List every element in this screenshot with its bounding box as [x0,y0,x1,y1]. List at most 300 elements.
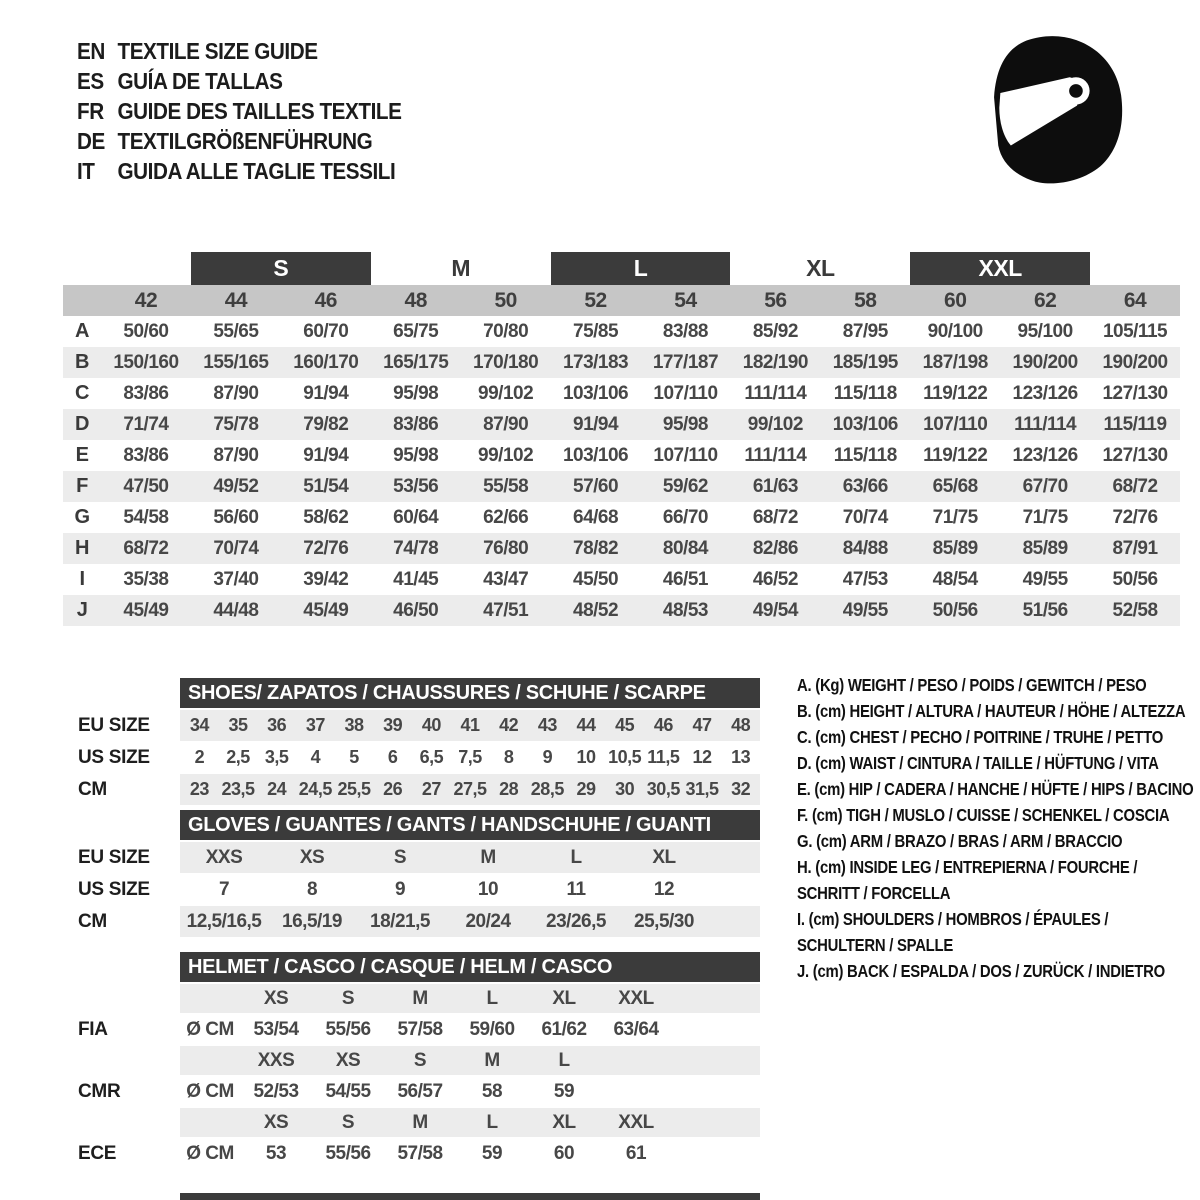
helmet-value-row [63,1015,763,1044]
legend-item [797,698,1197,724]
value-cell: 9 [394,878,406,900]
measure-value-cell: 51/54 [303,475,349,497]
helmet-size-row [63,984,763,1013]
measure-value-cell: 111/114 [744,382,807,404]
value-cell: 4 [310,747,321,767]
measure-row-label: C [75,382,89,404]
value-cell: M [480,846,496,868]
value-cell: 37 [305,715,325,735]
value-cell: 54/55 [325,1080,371,1102]
value-cell: 23 [189,779,209,799]
helmet-size-section [63,952,763,1170]
legend-item [797,724,1197,750]
value-cell: 61/62 [541,1018,587,1040]
measure-row-h [63,533,1180,564]
spacer [63,810,180,840]
size-cell: XL [552,1111,576,1133]
value-cell: 23/26,5 [546,910,606,932]
value-cell: 10,5 [608,747,642,767]
size-cell: L [486,1111,498,1133]
size-cell: M [412,987,428,1009]
value-cell: XXS [205,846,243,868]
legend-text: H. (cm) INSIDE LEG / ENTREPIERNA / FOURCHE / [797,857,1138,877]
size-cell: S [413,1049,427,1071]
measure-value-cell: 82/86 [752,537,798,559]
value-cell: 7,5 [458,747,482,767]
numeric-size-label: 56 [764,288,787,312]
measure-value-cell: 71/75 [932,506,978,528]
measure-value-cell: 55/58 [483,475,529,497]
measure-value-cell: 75/78 [213,413,259,435]
measure-value-cell: 127/130 [1102,382,1168,404]
value-cell: L [570,846,582,868]
legend-item [797,906,1197,958]
gloves-size-section [63,810,763,938]
numeric-size-label: 64 [1123,288,1147,312]
numeric-size-label: 58 [854,288,877,312]
language-code: ES [77,67,104,94]
measure-value-cell: 56/60 [213,506,259,528]
language-title: GUÍA DE TALLAS [117,67,283,94]
value-cell: 56/57 [397,1080,443,1102]
measure-value-cell: 59/62 [662,475,708,497]
measure-value-cell: 71/74 [123,413,169,435]
legend-item [797,854,1197,906]
measure-value-cell: 185/195 [832,351,898,373]
helmet-section-header: HELMET / CASCO / CASQUE / HELM / CASCO [180,952,760,982]
measure-value-cell: 53/56 [393,475,439,497]
measure-value-cell: 60/70 [303,320,349,342]
size-cell: S [341,1111,355,1133]
size-group-m: M [451,255,470,281]
numeric-size-label: 50 [494,288,517,312]
measure-value-cell: 85/89 [1022,537,1068,559]
language-row [77,96,401,126]
diameter-unit-cell: Ø CM [186,1018,234,1040]
size-row [63,710,763,741]
row-label: CM [78,778,107,800]
measure-value-cell: 123/126 [1012,382,1078,404]
measure-value-cell: 119/122 [923,444,988,466]
size-strip [180,984,760,1013]
measure-value-cell: 91/94 [573,413,619,435]
measure-value-cell: 127/130 [1102,444,1168,466]
row-label: US SIZE [78,878,150,900]
measure-row-label: G [74,506,90,528]
size-row [63,874,763,905]
size-cell: XXL [618,987,654,1009]
measure-value-cell: 45/50 [573,568,619,590]
legend-item [797,750,1197,776]
measure-value-cell: 83/86 [393,413,439,435]
measure-value-cell: 67/70 [1022,475,1068,497]
value-cell: 20/24 [465,910,511,932]
legend-item [797,958,1197,984]
measure-value-cell: 49/54 [752,599,798,621]
value-cell: 30,5 [646,779,680,799]
measure-value-cell: 111/114 [1014,413,1077,435]
value-cell: 2,5 [226,747,250,767]
measure-value-cell: 48/52 [573,599,619,621]
language-code: FR [77,97,104,124]
value-strip [180,774,760,805]
measure-value-cell: 103/106 [562,444,629,466]
value-cell: 53/54 [253,1018,299,1040]
measure-value-cell: 84/88 [842,537,888,559]
measure-value-cell: 91/94 [303,382,349,404]
textile-size-table [63,252,1180,626]
measure-row-j [63,595,1180,626]
measure-row-f [63,471,1180,502]
measure-value-cell: 71/75 [1022,506,1068,528]
measure-value-cell: 95/100 [1017,320,1073,342]
value-cell: 7 [218,878,230,900]
legend-text: J. (cm) BACK / ESPALDA / DOS / ZURÜCK / INDIETRO [797,961,1165,981]
value-cell: 11 [566,878,586,900]
measure-value-cell: 50/60 [123,320,169,342]
measure-value-cell: 46/51 [662,568,708,590]
value-cell: 3,5 [264,747,289,767]
measure-value-cell: 99/102 [478,444,534,466]
value-cell: 29 [576,779,596,799]
measure-row-label: A [75,320,89,342]
measure-value-cell: 47/51 [483,599,529,621]
value-cell: 52/53 [253,1080,299,1102]
measure-value-cell: 79/82 [303,413,349,435]
value-cell: 5 [349,747,359,767]
row-label: EU SIZE [78,714,150,736]
measure-value-cell: 45/49 [303,599,349,621]
language-title: TEXTILE SIZE GUIDE [117,37,318,64]
measure-value-cell: 72/76 [1112,506,1158,528]
standard-label: ECE [78,1142,117,1164]
size-strip [180,1046,760,1075]
value-strip [180,842,760,873]
measure-value-cell: 83/86 [123,382,169,404]
numeric-size-label: 42 [134,288,158,312]
value-cell: 34 [189,715,209,735]
measure-value-cell: 160/170 [293,351,359,373]
spacer [63,678,180,708]
value-cell: 57/58 [397,1142,443,1164]
language-row [77,156,401,186]
value-cell: 6 [387,747,398,767]
measure-value-cell: 115/118 [833,382,897,404]
value-cell: 12 [653,878,675,900]
legend-text: SCHULTERN / SPALLE [797,935,954,955]
size-group-row [63,252,1180,285]
size-cell: XXS [257,1049,295,1071]
value-cell: 57/58 [397,1018,443,1040]
value-cell: 59/60 [469,1018,515,1040]
measure-value-cell: 190/200 [1012,351,1078,373]
measure-row-label: I [79,568,85,590]
row-label [63,1108,180,1137]
legend-text: A. (Kg) WEIGHT / PESO / POIDS / GEWITCH / PESO [797,675,1147,695]
value-cell: 18/21,5 [370,910,430,932]
measure-value-cell: 165/175 [383,351,449,373]
legend-item [797,828,1197,854]
value-cell: 24 [267,779,287,799]
measure-value-cell: 41/45 [393,568,439,590]
value-cell: 25,5 [337,779,371,799]
measure-value-cell: 95/98 [393,382,439,404]
value-cell: 40 [421,715,441,735]
value-cell: 2 [194,747,205,767]
unit-spacer-cell [180,1108,240,1137]
measure-value-cell: 87/91 [1112,537,1158,559]
value-cell: 36 [267,715,287,735]
size-cell: XS [263,987,289,1009]
value-cell: 38 [344,715,364,735]
value-cell: 24,5 [298,779,332,799]
measure-value-cell: 51/56 [1022,599,1068,621]
size-row [63,842,763,873]
value-cell: XS [299,846,325,868]
size-cell: XL [552,987,576,1009]
size-group-xl: XL [806,255,835,281]
value-cell [600,1077,672,1106]
numeric-size-label: 44 [224,288,248,312]
corner-cell [63,285,101,316]
measure-value-cell: 47/50 [123,475,169,497]
legend-text: SCHRITT / FORCELLA [797,883,951,903]
size-cell: XXL [618,1111,654,1133]
measure-value-cell: 123/126 [1012,444,1078,466]
value-cell: 60 [553,1142,575,1164]
legend-item [797,776,1197,802]
diameter-unit-cell: Ø CM [186,1080,234,1102]
value-cell: 63/64 [613,1018,659,1040]
measure-row-e [63,440,1180,471]
measure-value-cell: 190/200 [1102,351,1168,373]
gloves-section-header: GLOVES / GUANTES / GANTS / HANDSCHUHE / GUANTI [180,810,760,840]
measure-value-cell: 173/183 [562,351,629,373]
measure-value-cell: 105/115 [1102,320,1168,342]
value-cell: 11,5 [647,747,680,767]
value-cell: 55/56 [325,1142,371,1164]
value-strip [180,906,760,937]
row-label: EU SIZE [78,846,150,868]
language-code: EN [77,37,105,64]
value-cell: 61 [625,1142,647,1164]
language-title: TEXTILGRÖßENFÜHRUNG [117,127,373,154]
value-cell: 55/56 [325,1018,371,1040]
measurement-legend [797,672,1197,984]
size-row [63,906,763,937]
numeric-size-label: 60 [944,288,967,312]
value-strip [180,742,760,773]
value-strip [180,874,760,905]
size-cell: M [484,1049,500,1071]
language-row [77,126,401,156]
value-cell: 47 [692,715,712,735]
measure-value-cell: 95/98 [662,413,708,435]
size-cell: M [412,1111,428,1133]
value-cell: 58 [481,1080,503,1102]
size-cell [600,1046,672,1075]
legend-text: E. (cm) HIP / CADERA / HANCHE / HÜFTE / HIPS / BACINO [797,779,1194,799]
numeric-size-header-row [63,285,1180,316]
helmet-value-row [63,1139,763,1168]
value-cell: 27,5 [453,779,487,799]
measure-value-cell: 68/72 [752,506,798,528]
unit-spacer-cell [180,984,240,1013]
language-code: IT [77,157,95,184]
measure-value-cell: 48/54 [932,568,978,590]
row-label: CM [78,910,107,932]
numeric-size-label: 48 [404,288,427,312]
numeric-size-label: 46 [314,288,337,312]
value-strip [180,1015,760,1044]
measure-row-label: H [75,537,89,559]
value-cell: 44 [576,715,596,735]
helmet-size-row [63,1046,763,1075]
measure-value-cell: 44/48 [213,599,259,621]
measure-value-cell: 83/88 [662,320,708,342]
measure-value-cell: 46/52 [752,568,798,590]
value-cell: 35 [228,715,248,735]
measure-value-cell: 111/114 [744,444,807,466]
measure-value-cell: 80/84 [662,537,708,559]
measure-value-cell: 68/72 [123,537,169,559]
value-cell: XL [652,846,676,868]
measure-row-i [63,564,1180,595]
measure-value-cell: 43/47 [483,568,529,590]
value-cell: 39 [383,715,403,735]
measure-value-cell: 50/56 [1112,568,1158,590]
measure-value-cell: 170/180 [473,351,539,373]
measure-value-cell: 182/190 [742,351,808,373]
measure-value-cell: 39/42 [303,568,349,590]
measure-value-cell: 35/38 [123,568,169,590]
diameter-unit-cell: Ø CM [186,1142,234,1164]
value-cell: 27 [421,779,441,799]
measure-value-cell: 90/100 [927,320,983,342]
value-cell: S [393,846,407,868]
measure-value-cell: 78/82 [573,537,619,559]
measure-value-cell: 48/53 [662,599,708,621]
value-cell: 16,5/19 [282,910,342,932]
measure-value-cell: 85/92 [752,320,798,342]
measure-value-cell: 49/55 [842,599,888,621]
shoes-section-header: SHOES/ ZAPATOS / CHAUSSURES / SCHUHE / SCARPE [180,678,760,708]
measure-value-cell: 155/165 [203,351,269,373]
value-cell: 6,5 [419,747,444,767]
legend-text: I. (cm) SHOULDERS / HOMBROS / ÉPAULES / [797,909,1109,929]
measure-value-cell: 55/65 [213,320,259,342]
measure-value-cell: 107/110 [653,444,718,466]
measure-row-label: D [75,413,89,435]
measure-value-cell: 70/80 [483,320,529,342]
value-cell: 26 [383,779,403,799]
measure-value-cell: 87/90 [213,444,259,466]
measure-value-cell: 85/89 [932,537,978,559]
value-cell: 32 [731,779,751,799]
size-cell: S [341,987,355,1009]
measure-row-label: E [75,444,89,466]
value-cell: 10 [477,878,499,900]
value-cell: 23,5 [221,779,255,799]
value-cell: 13 [731,747,751,767]
size-strip [180,1108,760,1137]
legend-item [797,672,1197,698]
legend-text: G. (cm) ARM / BRAZO / BRAS / ARM / BRACCIO [797,831,1123,851]
size-group-xxl: XXL [910,252,1090,285]
value-cell: 41 [460,715,480,735]
language-row [77,66,401,96]
value-cell: 30 [615,779,635,799]
measure-value-cell: 62/66 [483,506,529,528]
size-row [63,742,763,773]
measure-row-c [63,378,1180,409]
measure-value-cell: 49/55 [1022,568,1068,590]
measure-value-cell: 45/49 [123,599,169,621]
measure-value-cell: 87/90 [213,382,259,404]
language-row [77,36,401,66]
value-cell: 12 [692,747,712,767]
row-label: US SIZE [78,746,150,768]
measure-value-cell: 177/187 [652,351,719,373]
value-cell: 28 [499,779,519,799]
measure-value-cell: 54/58 [123,506,169,528]
standard-label: CMR [78,1080,121,1102]
unit-spacer-cell [180,1046,240,1075]
measure-value-cell: 58/62 [303,506,349,528]
measure-value-cell: 150/160 [113,351,179,373]
measure-value-cell: 103/106 [832,413,898,435]
measure-row-a [63,316,1180,347]
measure-value-cell: 49/52 [213,475,259,497]
measure-value-cell: 47/53 [842,568,888,590]
row-label [63,984,180,1013]
value-cell: 8 [503,747,514,767]
value-cell: 43 [537,715,557,735]
measure-value-cell: 68/72 [1112,475,1158,497]
measure-value-cell: 65/68 [932,475,978,497]
measure-value-cell: 60/64 [393,506,439,528]
size-cell: L [486,987,498,1009]
measure-value-cell: 70/74 [842,506,888,528]
value-cell: 8 [306,878,318,900]
size-cell: L [558,1049,570,1071]
measure-value-cell: 74/78 [393,537,439,559]
measure-value-cell: 87/90 [483,413,529,435]
measure-value-cell: 75/85 [573,320,619,342]
measure-value-cell: 95/98 [393,444,439,466]
value-strip [180,710,760,741]
measure-value-cell: 63/66 [842,475,888,497]
measure-row-g [63,502,1180,533]
standard-label: FIA [78,1018,108,1040]
measure-value-cell: 115/118 [833,444,897,466]
measure-row-b [63,347,1180,378]
numeric-size-label: 62 [1033,288,1057,312]
size-group-l: L [551,252,731,285]
numeric-size-label: 52 [584,288,607,312]
measure-value-cell: 46/50 [393,599,439,621]
size-group-s: S [191,252,371,285]
measure-value-cell: 107/110 [653,382,718,404]
visor-pivot-center [1069,84,1083,98]
measure-value-cell: 50/56 [932,599,978,621]
measure-value-cell: 107/110 [923,413,988,435]
measure-value-cell: 57/60 [573,475,619,497]
legend-text: F. (cm) TIGH / MUSLO / CUISSE / SCHENKEL / COSCIA [797,805,1170,825]
racing-helmet-icon [972,28,1140,200]
value-strip [180,1139,760,1168]
measure-value-cell: 52/58 [1112,599,1158,621]
